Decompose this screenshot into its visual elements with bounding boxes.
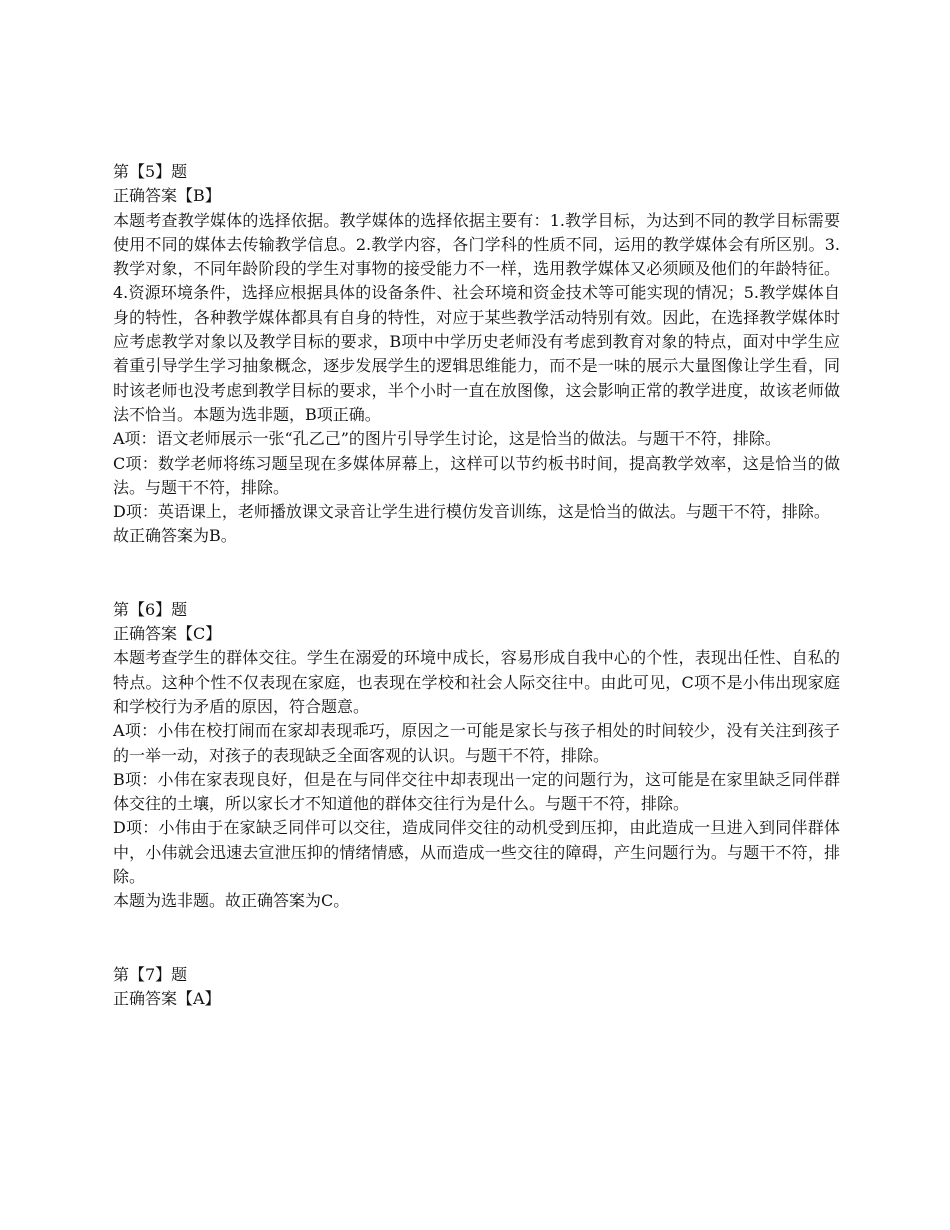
question-7 — [113, 963, 840, 1012]
correct-answer: 正确答案【C】 — [113, 624, 222, 644]
question-title: 第【7】题 — [113, 964, 188, 984]
option-d-analysis: D项：小伟由于在家缺乏同伴可以交往，造成同伴交往的动机受到压抑，由此造成一旦进入到同伴群体中，小伟就会迅速去宣泄压抑的情绪情感，从而造成一些交往的障碍，产生问题行为。与题干不符，排除。 — [113, 818, 840, 887]
question-6 — [113, 598, 840, 914]
option-c-analysis: C项：数学老师将练习题呈现在多媒体屏幕上，这样可以节约板书时间，提高教学效率，这是恰当的做法。与题干不符，排除。 — [113, 453, 840, 497]
answer-document — [113, 160, 840, 1011]
option-b-analysis: B项：小伟在家表现良好，但是在与同伴交往中却表现出一定的问题行为，这可能是在家里缺乏同伴群体交往的土壤，所以家长才不知道他的群体交往行为是什么。与题干不符，排除。 — [113, 769, 840, 814]
question-title: 第【5】题 — [113, 162, 188, 181]
conclusion: 故正确答案为B。 — [113, 526, 237, 546]
question-5 — [113, 160, 840, 549]
explanation-paragraph: 本题考查教学媒体的选择依据。教学媒体的选择依据主要有：1.教学目标，为达到不同的教学目标需要使用不同的媒体去传输教学信息。2.教学内容，各门学科的性质不同，运用的教学媒体会有所区别。3.教学对象，不同年龄阶段的学生对事物的接受能力不一样，选用教学媒体又必须顾及他们的年龄特征。4.资源环境条件，选择应根据具体的设备条件、社会环境和资金技术等可能实现的情况；5.教学媒体自身的特性，各种教学媒体都具有自身的特性，对应于某些教学活动特别有效。因此，在选择教学媒体时应考虑教学对象以及教学目标的要求，B项中中学历史老师没有考虑到教育对象的特点，面对中学生应着重引导学生学习抽象概念，逐步发展学生的逻辑思维能力，而不是一味的展示大量图像让学生看，同时该老师也没考虑到教学目标的要求，半个小时一直在放图像，这会影响正常的教学进度，故该老师做法不恰当。本题为选非题，B项正确。 — [113, 210, 840, 424]
option-d-analysis: D项：英语课上，老师播放课文录音让学生进行模仿发音训练，这是恰当的做法。与题干不符，排除。 — [113, 502, 830, 522]
correct-answer: 正确答案【B】 — [113, 186, 221, 206]
option-a-analysis: A项：语文老师展示一张“孔乙己”的图片引导学生讨论，这是恰当的做法。与题干不符，排除。 — [113, 429, 781, 449]
option-a-analysis: A项：小伟在校打闹而在家却表现乖巧，原因之一可能是家长与孩子相处的时间较少，没有关注到孩子的一举一动，对孩子的表现缺乏全面客观的认识。与题干不符，排除。 — [113, 721, 840, 765]
explanation-paragraph: 本题考查学生的群体交往。学生在溺爱的环境中成长，容易形成自我中心的个性，表现出任性、自私的特点。这种个性不仅表现在家庭，也表现在学校和社会人际交往中。由此可见，C项不是小伟出现家庭和学校行为矛盾的原因，符合题意。 — [113, 648, 840, 716]
question-title: 第【6】题 — [113, 599, 188, 619]
conclusion: 本题为选非题。故正确答案为C。 — [113, 891, 350, 911]
correct-answer: 正确答案【A】 — [113, 988, 221, 1008]
